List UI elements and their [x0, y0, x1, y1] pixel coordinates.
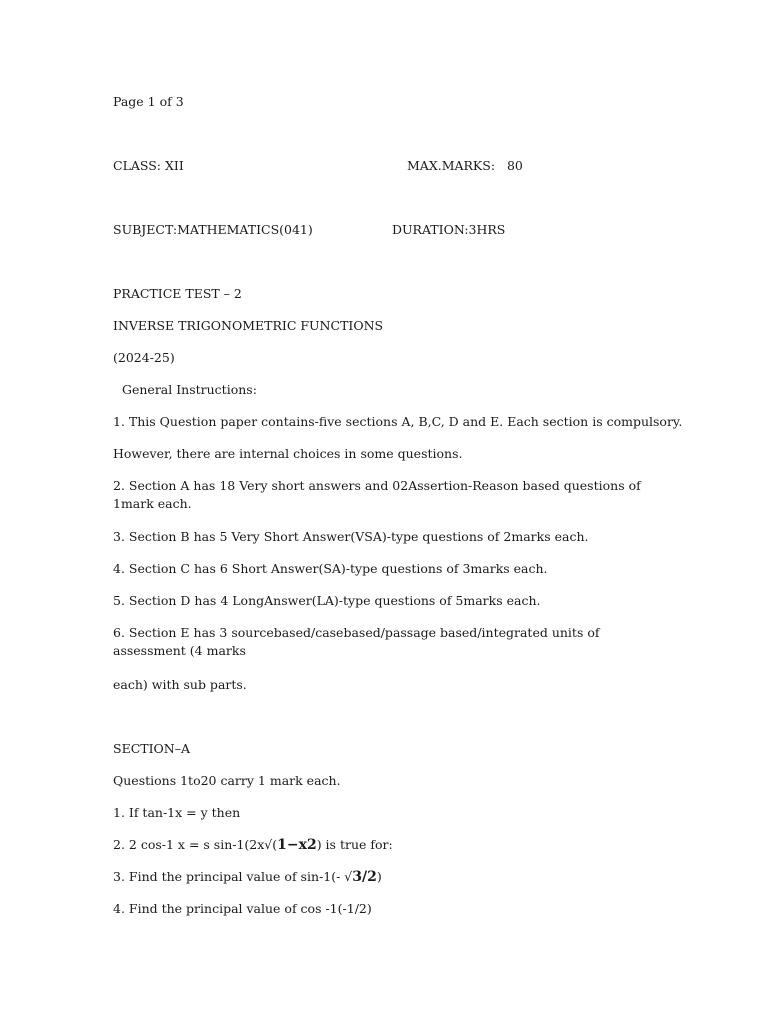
- instruction-item: 6. Section E has 3 sourcebased/casebased/passage based/integrated units of assessment (4 marks: [113, 625, 600, 658]
- question-1: 1. If tan-1x = y then: [113, 805, 241, 820]
- question-3: [113, 868, 382, 886]
- question-2-text-end: ) is true for:: [316, 837, 393, 852]
- subject-label: SUBJECT:MATHEMATICS(041): [113, 222, 313, 237]
- section-note: Questions 1to20 carry 1 mark each.: [113, 773, 341, 788]
- instruction-item: 4. Section C has 6 Short Answer(SA)-type questions of 3marks each.: [113, 561, 548, 576]
- section-title: SECTION–A: [113, 741, 190, 756]
- question-2-math: 1−x2: [277, 837, 317, 853]
- page-number: Page 1 of 3: [113, 94, 184, 109]
- question-2-text-start: 2. 2 cos-1 x = s sin-1(2x√(: [113, 837, 278, 852]
- question-4: 4. Find the principal value of cos -1(-1/2): [113, 901, 372, 916]
- question-2: [113, 836, 393, 854]
- question-3-text-end: ): [376, 869, 382, 884]
- session-label: (2024-25): [113, 350, 175, 365]
- duration-label: DURATION:3HRS: [392, 222, 506, 237]
- question-3-math: 3/2: [352, 869, 377, 885]
- instruction-item: 2. Section A has 18 Very short answers and 02Assertion-Reason based questions of 1mark each.: [113, 478, 641, 511]
- test-title: PRACTICE TEST – 2: [113, 286, 242, 301]
- topic-title: INVERSE TRIGONOMETRIC FUNCTIONS: [113, 318, 384, 333]
- instruction-item: 5. Section D has 4 LongAnswer(LA)-type questions of 5marks each.: [113, 593, 541, 608]
- question-3-text-start: 3. Find the principal value of sin-1(- √: [113, 869, 353, 884]
- class-label: CLASS: XII: [113, 158, 184, 173]
- instruction-item: 1. This Question paper contains-five sections A, B,C, D and E. Each section is compulsory.: [113, 414, 683, 429]
- instruction-item: each) with sub parts.: [113, 677, 247, 692]
- instruction-item: However, there are internal choices in some questions.: [113, 446, 463, 461]
- instruction-item: 3. Section B has 5 Very Short Answer(VSA)-type questions of 2marks each.: [113, 529, 589, 544]
- instructions-heading: General Instructions:: [122, 382, 257, 397]
- max-marks-label: MAX.MARKS: 80: [407, 158, 523, 173]
